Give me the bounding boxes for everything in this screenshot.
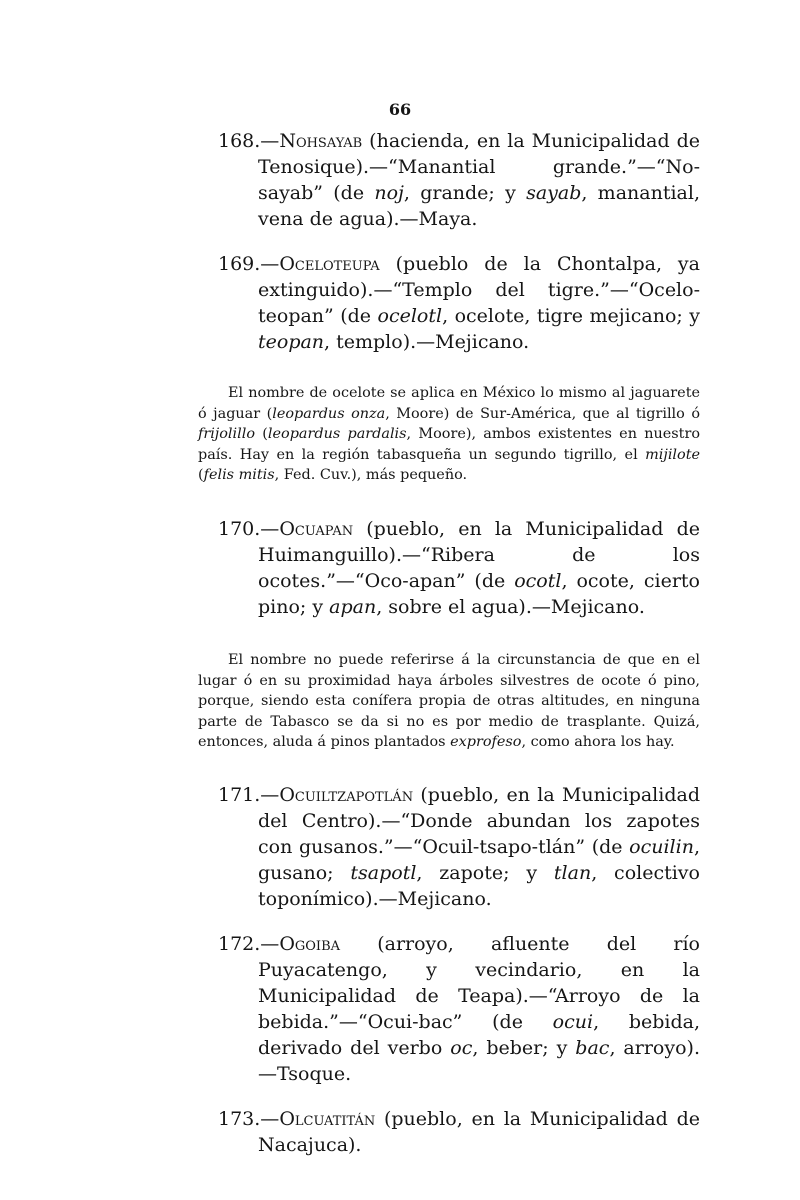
italic-term: teopan — [258, 331, 325, 353]
text-run: , grande; y — [403, 182, 527, 204]
text-run: El nombre de ocelote se aplica en México lo mismo al jaguarete ó jaguar ( — [198, 385, 700, 422]
entry-place-name: Olcuatitán — [279, 1107, 376, 1130]
entry-171 — [218, 782, 700, 912]
text-run: , Moore), ambos existentes en nuestro país. Hay en la región tabasqueña un segundo tigrillo, el — [198, 426, 700, 463]
entry-169 — [218, 251, 700, 355]
text-run: (pueblo, en la Municipalidad de Huimanguillo).—“Ribera de los ocotes.”—“Oco-apan” (de — [258, 517, 700, 592]
text-run: , bebida, derivado del verbo — [258, 1010, 700, 1059]
text-run: , ocelote, tigre mejicano; y — [442, 305, 700, 327]
text-run: , beber; y — [472, 1036, 576, 1059]
text-run: (hacienda, en la Municipalidad de Tenosique).—“Manantial grande.”—“No-sayab” (de — [258, 130, 700, 204]
italic-term: apan — [329, 595, 377, 618]
text-run: ( — [198, 467, 204, 484]
italic-term: leopardus onza — [272, 405, 386, 422]
italic-term: sayab — [526, 182, 582, 204]
text-run: (pueblo de la Chontalpa, ya extinguido).—“Templo del tigre.”—“Ocelo-teopan” (de — [258, 253, 700, 327]
entry-173 — [218, 1106, 700, 1158]
text-run: , como ahora los hay. — [521, 734, 675, 751]
entry-170 — [218, 516, 700, 620]
italic-term: exprofeso — [450, 734, 522, 751]
text-run: , zapote; y — [416, 861, 554, 884]
text-run: (arroyo, afluente del río Puyacatengo, y vecindario, en la Municipalidad de Teapa).—“Arroyo de la bebida.”—“Ocui-bac” (de — [258, 932, 700, 1033]
text-run: , arroyo).—Tsoque. — [258, 1036, 700, 1085]
text-run: , manantial, vena de agua).—Maya. — [258, 182, 700, 230]
text-run: , Moore) de Sur-América, que al tigrillo ó — [385, 405, 700, 422]
italic-term: tlan — [553, 861, 592, 884]
text-run: , sobre el agua).—Mejicano. — [376, 595, 645, 618]
italic-term: leopardus pardalis — [267, 426, 407, 443]
italic-term: bac — [575, 1036, 610, 1059]
footnote-169 — [198, 383, 700, 486]
text-run: (pueblo, en la Municipalidad de Nacajuca). — [258, 1107, 700, 1156]
text-run: , gusano; — [258, 835, 700, 884]
italic-term: ocelotl — [377, 305, 443, 327]
entry-number: 170.— — [218, 517, 280, 540]
italic-term: ocotl — [514, 569, 562, 592]
entry-place-name: Nohsayab — [279, 130, 363, 152]
footnote-170 — [198, 650, 700, 753]
entry-text — [258, 933, 700, 1085]
text-run: (pueblo, en la Municipalidad del Centro).—“Donde abundan los zapotes con gusanos.”—“Ocuil-tsapo-tlán” (de — [258, 783, 700, 858]
entry-place-name: Ogoiba — [279, 932, 341, 955]
entry-number: 172.— — [218, 932, 280, 955]
italic-term: felis mitis — [203, 467, 275, 484]
entry-number: 169.— — [218, 253, 280, 275]
entry-168 — [218, 128, 700, 232]
italic-term: noj — [374, 182, 404, 204]
entry-number: 173.— — [218, 1107, 280, 1130]
page-number: 66 — [388, 100, 412, 119]
italic-term: oc — [450, 1036, 473, 1059]
entry-number: 171.— — [218, 783, 280, 806]
text-run: , Fed. Cuv.), más pequeño. — [274, 467, 468, 484]
italic-term: ocuilin — [629, 835, 694, 858]
entry-column — [198, 128, 700, 1177]
italic-term: mijilote — [645, 446, 700, 463]
text-run: , colectivo toponímico).—Mejicano. — [258, 861, 700, 910]
italic-term: tsapotl — [350, 861, 417, 884]
italic-term: ocui — [552, 1010, 594, 1033]
entry-place-name: Ocuiltzapotlán — [279, 783, 414, 806]
entry-place-name: Oceloteupa — [279, 253, 380, 275]
text-run: El nombre no puede referirse á la circunstancia de que en el lugar ó en su proximidad haya árboles silvestres de ocote ó pino, porque, siendo esta conífera propia de otras altitudes, en ninguna parte de Tabasco se da si no es por medio de trasplante. Quizá, entonces, aluda á pinos plantados — [198, 651, 700, 751]
text-run: ( — [255, 426, 268, 443]
text-run: , templo).—Mejicano. — [324, 331, 530, 353]
italic-term: frijolillo — [198, 426, 256, 443]
entry-number: 168.— — [218, 130, 280, 152]
text-run: , ocote, cierto pino; y — [258, 569, 700, 618]
entry-place-name: Ocuapan — [279, 517, 354, 540]
entry-172 — [218, 931, 700, 1087]
